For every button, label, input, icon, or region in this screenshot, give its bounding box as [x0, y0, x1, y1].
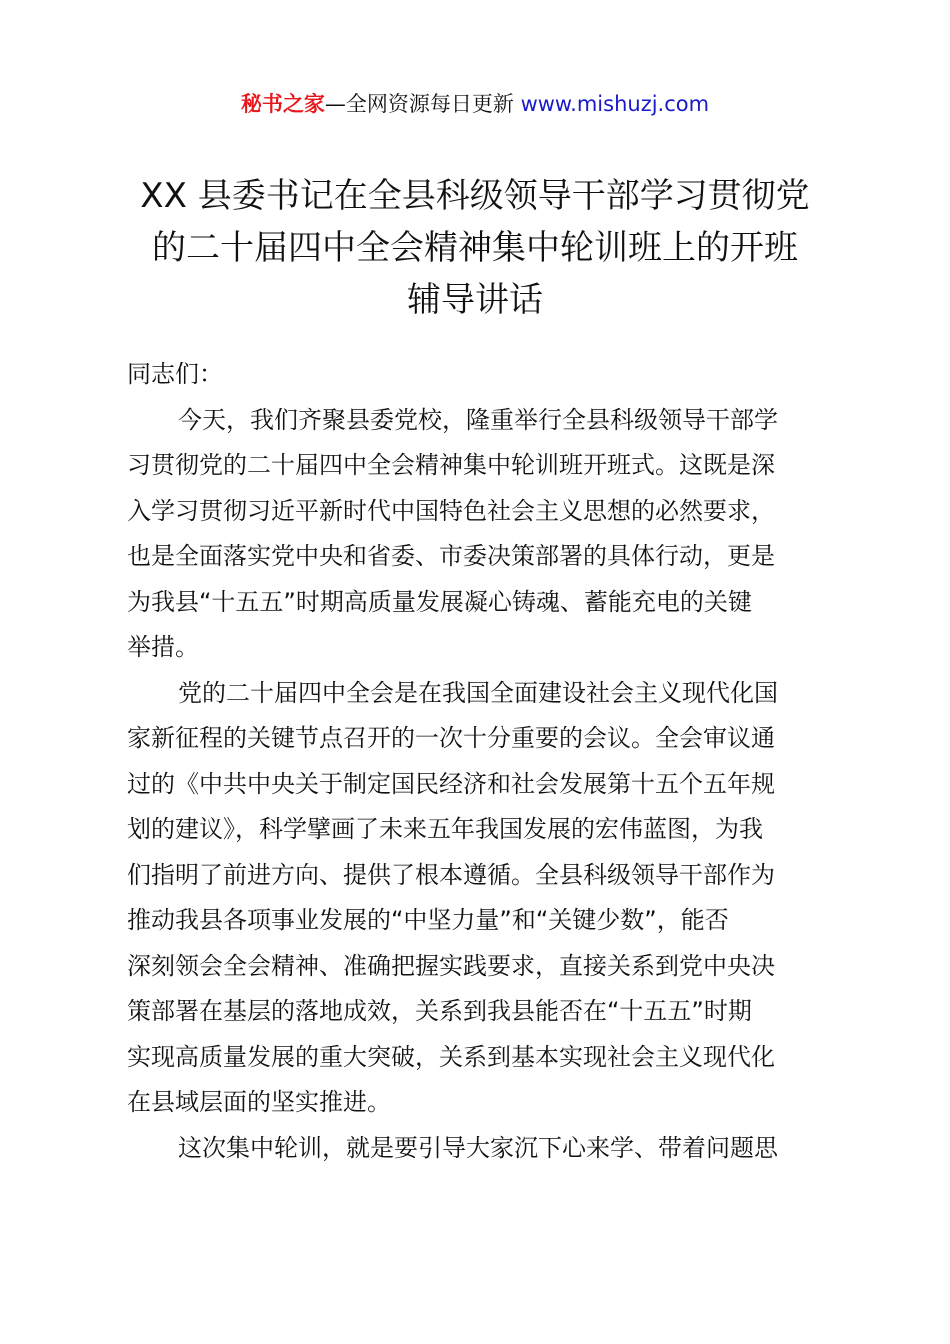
document-body [127, 352, 833, 1171]
paragraph-line: 家新征程的关键节点召开的一次十分重要的会议。全会审议通 [127, 724, 775, 752]
paragraph-line: 也是全面落实党中央和省委、市委决策部署的具体行动，更是 [127, 542, 775, 570]
brand-name: 秘书之家 [240, 92, 325, 116]
paragraph-line: 习贯彻党的二十届四中全会精神集中轮训班开班式。这既是深 [127, 451, 775, 479]
salutation: 同志们： [127, 360, 223, 388]
paragraph-line: 举措。 [127, 633, 199, 661]
paragraph-line: 党的二十届四中全会是在我国全面建设社会主义现代化国 [178, 678, 778, 707]
paragraph-3 [127, 1126, 833, 1172]
title-line: 的二十届四中全会精神集中轮训班上的开班 [152, 228, 798, 268]
paragraph-line: 推动我县各项事业发展的“中坚力量”和“关键少数”，能否 [127, 906, 729, 934]
paragraph-line: 实现高质量发展的重大突破，关系到基本实现社会主义现代化 [127, 1042, 775, 1071]
site-url-link[interactable]: www.mishuzj.com [520, 92, 710, 116]
paragraph-line: 过的《中共中央关于制定国民经济和社会发展第十五个五年规 [127, 769, 775, 798]
paragraph-1 [127, 398, 833, 671]
document-title [118, 170, 832, 326]
header-tagline: —全网资源每日更新 [324, 92, 521, 116]
paragraph-line: 划的建议》，科学擘画了未来五年我国发展的宏伟蓝图，为我 [127, 815, 763, 843]
site-header [0, 86, 950, 122]
paragraph-2 [127, 671, 833, 1126]
paragraph-line: 今天，我们齐聚县委党校，隆重举行全县科级领导干部学 [178, 405, 778, 434]
paragraph-line: 们指明了前进方向、提供了根本遵循。全县科级领导干部作为 [127, 860, 775, 889]
paragraph-line: 为我县“十五五”时期高质量发展凝心铸魂、蓄能充电的关键 [127, 587, 752, 616]
paragraph-line: 深刻领会全会精神、准确把握实践要求，直接关系到党中央决 [127, 951, 775, 980]
paragraph-line: 策部署在基层的落地成效，关系到我县能否在“十五五”时期 [127, 997, 752, 1025]
title-line: XX 县委书记在全县科级领导干部学习贯彻党 [140, 176, 810, 216]
paragraph-line: 这次集中轮训，就是要引导大家沉下心来学、带着问题思 [178, 1133, 778, 1162]
title-line: 辅导讲话 [407, 280, 543, 320]
paragraph-line: 在县域层面的坚实推进。 [127, 1088, 391, 1116]
paragraph-line: 入学习贯彻习近平新时代中国特色社会主义思想的必然要求， [127, 496, 775, 525]
